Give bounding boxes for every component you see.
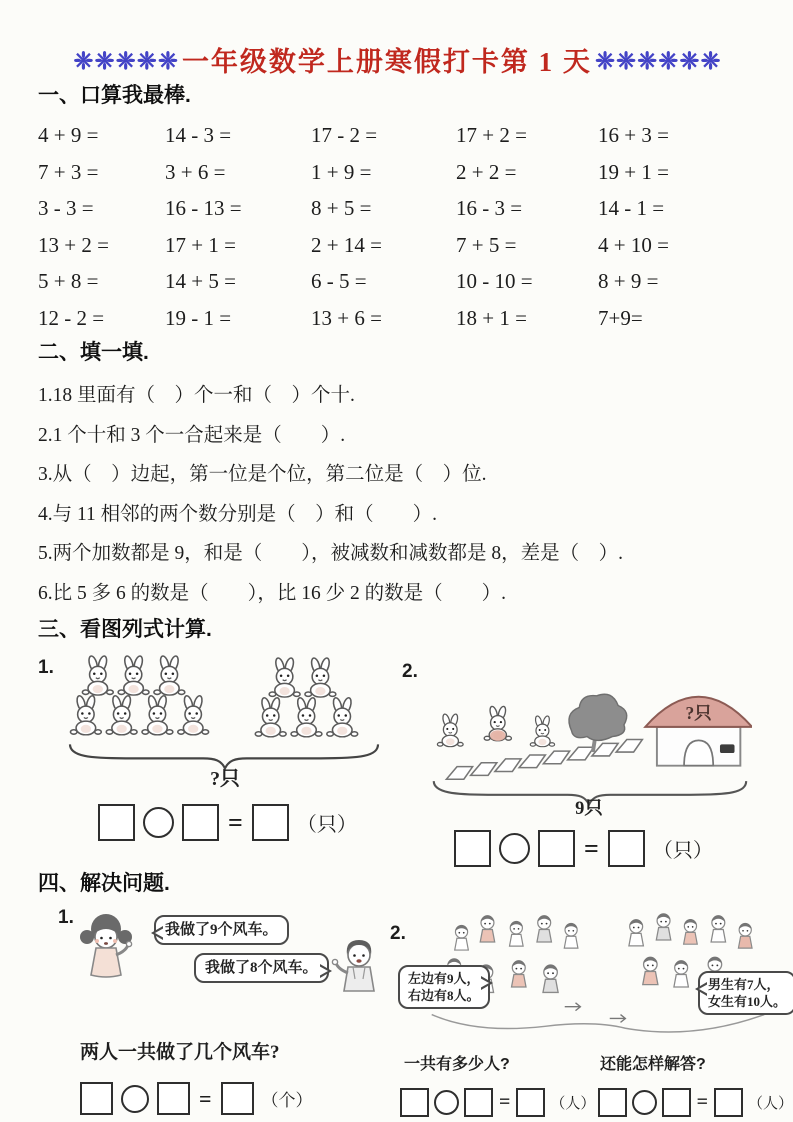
speech-bubble-girl — [154, 915, 289, 945]
oral-problem: 14 - 3 = — [165, 123, 232, 147]
oral-problem: 8 + 9 = — [598, 269, 659, 293]
fill-item-2: 2.1 个十和 3 个一合起来是（ ）. — [38, 424, 346, 446]
section-solve-heading: 四、解决问题. — [38, 872, 170, 896]
section-pictorial-heading: 三、看图列式计算. — [38, 618, 212, 641]
snowflakes-right: ❈❈❈❈❈❈ — [594, 49, 722, 75]
equation-row — [80, 1082, 390, 1115]
unit-label: （人） — [550, 1096, 596, 1113]
equals-sign: = — [228, 807, 243, 837]
fill-item-4: 4.与 11 相邻的两个数分别是（ ）和（ ）. — [38, 503, 438, 525]
problem-number: 2. — [390, 923, 406, 945]
unit-label: （个） — [261, 1091, 313, 1111]
girl-figure — [74, 911, 138, 1011]
crowd-illustration — [390, 905, 793, 1041]
pictorial-row — [38, 651, 793, 867]
speech-bubble-left — [398, 965, 490, 1009]
brace-label: ?只 — [210, 768, 240, 789]
unit-label: （只） — [652, 840, 713, 863]
question-text: 一共有多少人? — [404, 1056, 510, 1074]
equals-sign: = — [499, 1091, 511, 1114]
operator-circle[interactable] — [499, 833, 530, 864]
rabbit-hutch — [645, 697, 752, 766]
oral-problem: 16 - 3 = — [456, 196, 523, 220]
speech-text: 我做了9个风车。 — [165, 922, 278, 939]
unit-label: （人） — [747, 1096, 793, 1113]
oral-problem: 6 - 5 = — [311, 269, 367, 293]
answer-box[interactable] — [454, 830, 491, 867]
snowflakes-left: ❈❈❈❈❈ — [73, 49, 179, 75]
unit-label: （只） — [296, 814, 357, 837]
speech-text: 女生有10人。 — [708, 994, 787, 1010]
speech-bubble-right — [698, 971, 793, 1015]
speech-text: 我做了8个风车。 — [205, 960, 318, 977]
fill-item-6: 6.比 5 多 6 的数是（ ），比 16 少 2 的数是（ ）. — [38, 582, 507, 604]
problem-number: 1. — [58, 907, 74, 929]
oral-problem: 10 - 10 = — [456, 269, 533, 293]
oral-problem: 14 + 5 = — [165, 269, 236, 293]
answer-box[interactable] — [98, 804, 135, 841]
answer-box[interactable] — [662, 1088, 691, 1117]
rabbit-vest — [490, 730, 506, 741]
fill-item-3: 3.从（ ）边起，第一位是个位，第二位是（ ）位. — [38, 464, 487, 485]
equals-sign: = — [584, 833, 599, 863]
oral-problem: 12 - 2 = — [38, 305, 105, 330]
oral-problem: 17 + 1 = — [165, 232, 236, 257]
oral-problem: 19 + 1 = — [598, 159, 669, 184]
question-text: 还能怎样解答? — [600, 1056, 706, 1074]
equation-row — [98, 804, 390, 841]
operator-circle[interactable] — [121, 1085, 149, 1113]
speech-bubble-boy — [194, 953, 329, 983]
oral-problem: 3 - 3 = — [38, 196, 94, 220]
problem-number: 2. — [402, 661, 418, 682]
oral-problem: 17 - 2 = — [311, 123, 378, 147]
operator-circle[interactable] — [632, 1090, 657, 1115]
speech-text: 右边有8人。 — [408, 988, 480, 1004]
brace-label: 9只 — [575, 798, 603, 817]
oral-problem: 13 + 2 = — [38, 232, 109, 257]
answer-box[interactable] — [80, 1082, 113, 1115]
answer-box[interactable] — [598, 1088, 627, 1117]
operator-circle[interactable] — [434, 1090, 459, 1115]
question-text: 两人一共做了几个风车? — [80, 1042, 280, 1064]
solve-row — [38, 905, 793, 1122]
oral-problem: 7 + 3 = — [38, 159, 99, 184]
operator-circle[interactable] — [143, 807, 174, 838]
solve-problem-1 — [38, 905, 390, 1122]
roof-label: ?只 — [685, 703, 712, 724]
oral-problem: 2 + 2 = — [456, 159, 517, 184]
answer-box[interactable] — [608, 830, 645, 867]
oral-problem: 14 - 1 = — [598, 196, 665, 220]
answer-box[interactable] — [252, 804, 289, 841]
oral-problem: 19 - 1 = — [165, 305, 232, 330]
oral-problem: 16 - 13 = — [165, 196, 242, 220]
answer-box[interactable] — [182, 804, 219, 841]
questions-row — [390, 1051, 793, 1074]
rabbit-groups-illustration — [64, 655, 384, 788]
speech-text: 男生有7人， — [708, 977, 780, 993]
oral-problem: 17 + 2 = — [456, 123, 527, 147]
answer-box[interactable] — [157, 1082, 190, 1115]
oral-problem: 3 + 6 = — [165, 159, 226, 184]
oral-problem: 18 + 1 = — [456, 305, 527, 330]
answer-box[interactable] — [221, 1082, 254, 1115]
oral-problem: 7+9= — [598, 305, 643, 330]
answer-box[interactable] — [516, 1088, 545, 1117]
answer-box[interactable] — [400, 1088, 429, 1117]
solve-problem-2 — [390, 905, 793, 1122]
oral-problem: 2 + 14 = — [311, 232, 382, 257]
brace — [70, 744, 378, 768]
equations-row — [390, 1088, 793, 1117]
oral-problem: 7 + 5 = — [456, 232, 517, 257]
fill-item-1: 1.18 里面有（ ）个一和（ ）个十. — [38, 385, 355, 406]
problem-number: 1. — [38, 657, 54, 678]
page-title — [38, 40, 757, 79]
equals-sign: = — [696, 1091, 708, 1114]
equals-sign: = — [199, 1085, 212, 1111]
fill-item-5: 5.两个加数都是 9，和是（ ），被减数和减数都是 8，差是（ ）. — [38, 543, 624, 564]
title-text: 一年级数学上册寒假打卡第 1 天 — [181, 47, 592, 77]
section-fill-heading: 二、填一填. — [38, 341, 149, 364]
section-oral-heading: 一、口算我最棒. — [38, 84, 191, 107]
oral-problem: 13 + 6 = — [311, 305, 382, 330]
answer-box[interactable] — [464, 1088, 493, 1117]
fill-list — [38, 376, 793, 613]
speech-text: 左边有9人， — [408, 971, 480, 987]
pictorial-problem-1 — [38, 651, 390, 867]
oral-problem: 4 + 10 = — [598, 232, 669, 257]
oral-problem: 5 + 8 = — [38, 269, 99, 293]
equation-row — [598, 1088, 793, 1117]
equation-row — [454, 830, 790, 867]
boy-figure — [330, 933, 388, 1025]
oral-problem: 16 + 3 = — [598, 123, 669, 147]
answer-box[interactable] — [538, 830, 575, 867]
oral-problems-grid — [38, 117, 793, 336]
equation-row — [400, 1088, 598, 1117]
oral-problem: 8 + 5 = — [311, 196, 372, 220]
rabbit-house-illustration — [426, 657, 752, 816]
oral-problem: 1 + 9 = — [311, 159, 372, 184]
pictorial-problem-2 — [390, 651, 790, 867]
answer-box[interactable] — [714, 1088, 743, 1117]
pinwheel-kids-illustration — [38, 905, 390, 1027]
oral-problem: 4 + 9 = — [38, 123, 99, 147]
